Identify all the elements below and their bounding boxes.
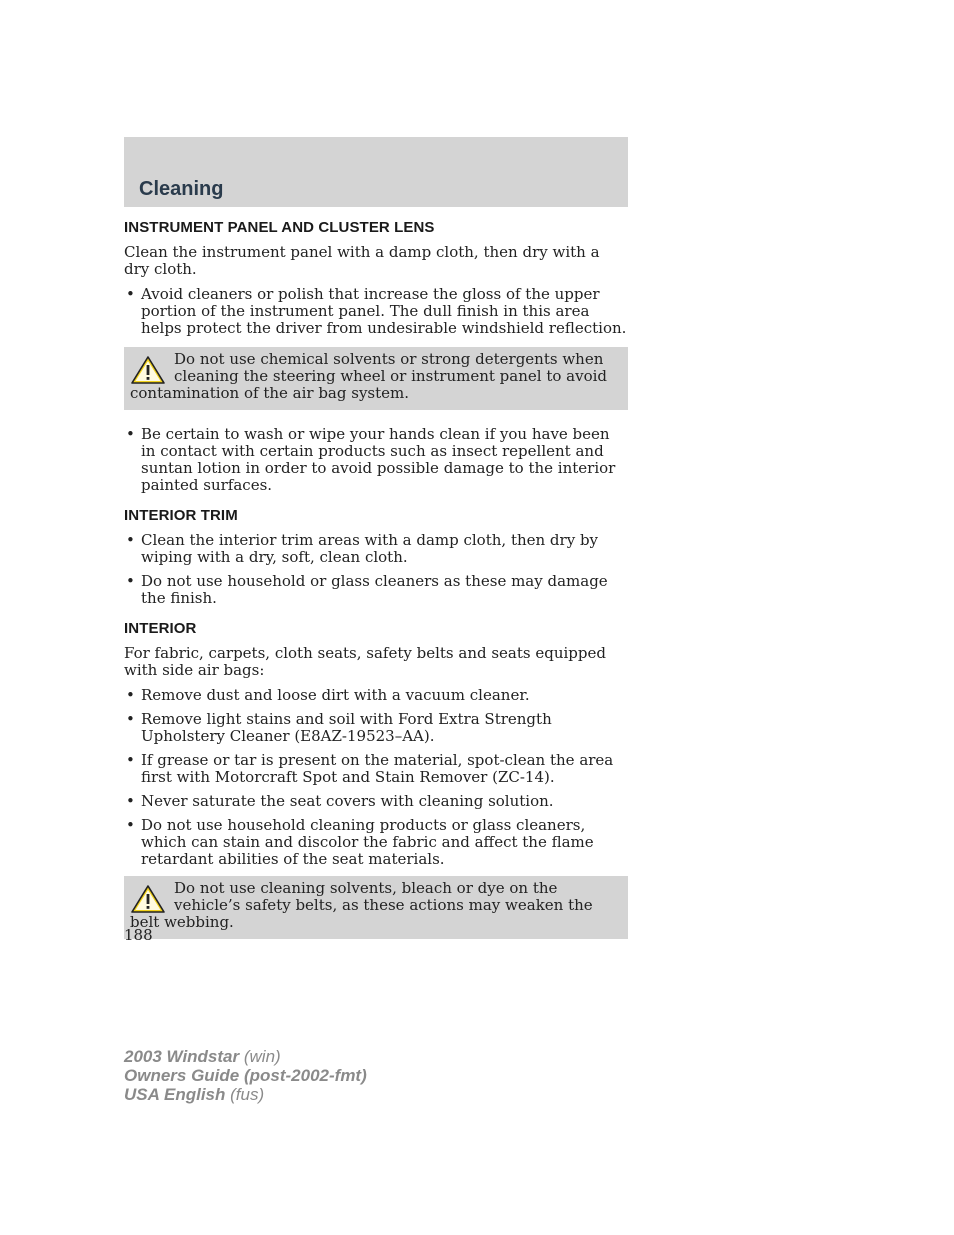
- list-item-text: Remove dust and loose dirt with a vacuum cleaner.: [141, 686, 530, 704]
- footer-guide: Owners Guide (post-2002-fmt): [124, 1066, 367, 1085]
- bullet: •: [126, 751, 135, 769]
- list-item: [124, 426, 628, 494]
- footer-language-code: (fus): [230, 1085, 265, 1104]
- heading-instrument-panel: INSTRUMENT PANEL AND CLUSTER LENS: [124, 219, 435, 236]
- list-item-text: Be certain to wash or wipe your hands clean if you have been in contact with certain products such as insect repellent and suntan lotion in order to avoid possible damage to the interior painted surfaces.: [141, 425, 616, 494]
- list-item-text: Do not use household cleaning products or glass cleaners, which can stain and discolor the fabric and affect the flame retardant abilities of the seat materials.: [141, 816, 594, 868]
- list-item: [124, 286, 628, 337]
- list-item-text: If grease or tar is present on the material, spot-clean the area first with Motorcraft Spot and Stain Remover (ZC-14).: [141, 751, 614, 786]
- footer-line-1: [124, 1047, 367, 1066]
- interior-intro: For fabric, carpets, cloth seats, safety belts and seats equipped with side air bags:: [124, 644, 606, 679]
- document-footer: [124, 1047, 367, 1104]
- list-item: [124, 711, 628, 745]
- bullet: •: [126, 572, 135, 590]
- warning-text: Do not use cleaning solvents, bleach or dye on the vehicle’s safety belts, as these actions may weaken the belt webbing.: [130, 879, 593, 931]
- warning-triangle-icon: [130, 355, 166, 385]
- bullet: •: [126, 285, 135, 303]
- heading-interior: INTERIOR: [124, 620, 197, 637]
- section-header-band: [124, 137, 628, 207]
- footer-model: 2003 Windstar: [124, 1047, 240, 1066]
- bullet: •: [126, 710, 135, 728]
- warning-box: [124, 876, 628, 939]
- instrument-list: [124, 286, 628, 337]
- bullet: •: [126, 816, 135, 834]
- footer-line-2: [124, 1066, 367, 1085]
- bullet: •: [126, 686, 135, 704]
- warning-box: [124, 347, 628, 410]
- list-item-text: Remove light stains and soil with Ford Extra Strength Upholstery Cleaner (E8AZ-19523–AA).: [141, 710, 552, 745]
- list-item: [124, 793, 628, 810]
- list-item: [124, 752, 628, 786]
- page-content: [124, 219, 628, 955]
- list-item-text: Do not use household or glass cleaners as these may damage the finish.: [141, 572, 608, 607]
- footer-language: USA English: [124, 1085, 226, 1104]
- list-item: [124, 687, 628, 704]
- page-title: Cleaning: [139, 178, 224, 200]
- list-item: [124, 817, 628, 868]
- bullet: •: [126, 531, 135, 549]
- list-item-text: Avoid cleaners or polish that increase the gloss of the upper portion of the instrument panel. The dull finish in this area helps protect the driver from undesirable windshield reflection.: [141, 285, 627, 337]
- footer-model-code: (win): [243, 1047, 281, 1066]
- page-number: 188: [124, 926, 153, 944]
- bullet: •: [126, 425, 135, 443]
- list-item-text: Never saturate the seat covers with cleaning solution.: [141, 792, 554, 810]
- list-item: [124, 532, 628, 566]
- warning-triangle-icon: [130, 884, 166, 914]
- instrument-list-2: [124, 426, 628, 494]
- footer-line-3: [124, 1085, 367, 1104]
- heading-interior-trim: INTERIOR TRIM: [124, 507, 238, 524]
- warning-text: Do not use chemical solvents or strong detergents when cleaning the steering wheel or instrument panel to avoid contamination of the air bag system.: [130, 350, 608, 402]
- list-item: [124, 573, 628, 607]
- trim-list: [124, 532, 628, 607]
- bullet: •: [126, 792, 135, 810]
- interior-list: [124, 687, 628, 868]
- list-item-text: Clean the interior trim areas with a damp cloth, then dry by wiping with a dry, soft, clean cloth.: [141, 531, 599, 566]
- instrument-intro: Clean the instrument panel with a damp cloth, then dry with a dry cloth.: [124, 243, 600, 278]
